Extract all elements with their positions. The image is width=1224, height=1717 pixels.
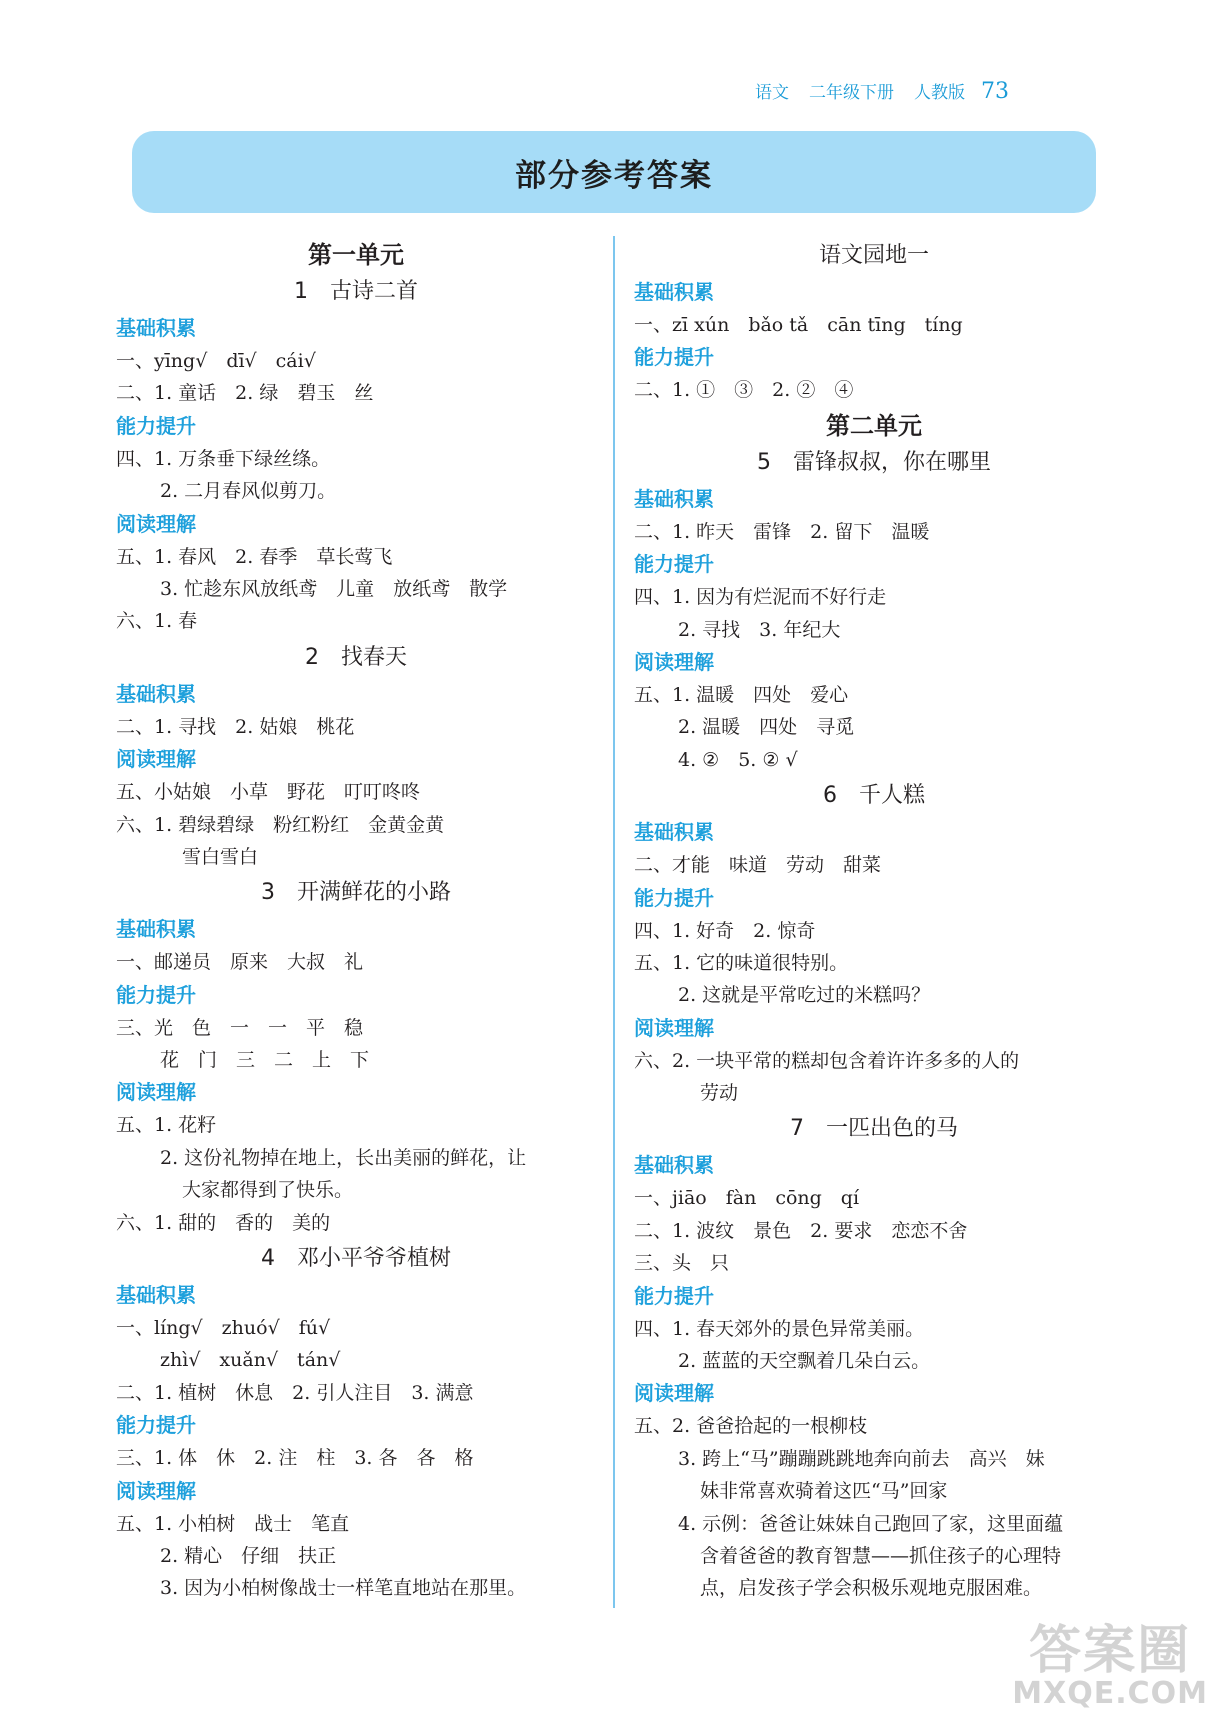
right-column — [634, 236, 1114, 1605]
answer-line: 花 门 三 二 上 下 — [160, 1049, 370, 1072]
header-grade: 二年级下册 — [809, 83, 894, 103]
section-label: 阅读理解 — [116, 511, 196, 536]
watermark-text-cn: 答案圈 — [1029, 1621, 1192, 1681]
answer-line: 六、1. 春 — [116, 610, 198, 633]
answer-line: 六、2. 一块平常的糕却包含着许许多多的人的 — [634, 1049, 1020, 1072]
lesson-heading: 1 古诗二首 — [294, 279, 418, 304]
section-label: 能力提升 — [634, 1283, 714, 1308]
section-label: 基础积累 — [116, 917, 196, 942]
answer-line: 4. 示例：爸爸让妹妹自己跑回了家，这里面蕴 — [678, 1512, 1064, 1535]
section-label: 能力提升 — [634, 552, 714, 577]
watermark — [1012, 1621, 1208, 1711]
answer-line: 三、光 色 一 一 平 稳 — [116, 1016, 364, 1039]
answer-line: 二、1. 寻找 2. 姑娘 桃花 — [116, 715, 355, 738]
header-subject: 语文 — [755, 83, 789, 103]
answer-line: 含着爸爸的教育智慧——抓住孩子的心理特 — [700, 1544, 1062, 1567]
page-title: 部分参考答案 — [515, 157, 713, 194]
section-label: 基础积累 — [116, 316, 196, 340]
watermark-text-en: MXQE.COM — [1012, 1676, 1208, 1711]
answer-line: zhì√ xuǎn√ tán√ — [160, 1349, 341, 1372]
answer-line: 2. 温暖 四处 寻觅 — [678, 716, 855, 739]
answer-line: 3. 忙趁东风放纸鸢 儿童 放纸鸢 散学 — [160, 577, 508, 600]
answer-line: 五、1. 花籽 — [116, 1114, 217, 1137]
section-label: 能力提升 — [634, 885, 714, 910]
section-label: 基础积累 — [634, 280, 714, 304]
answer-line: 4. ② 5. ② √ — [678, 748, 798, 771]
section-label: 阅读理解 — [634, 1381, 714, 1406]
section-label: 阅读理解 — [116, 1478, 196, 1503]
section-label: 基础积累 — [634, 820, 714, 845]
answer-line: 一、邮递员 原来 大叔 礼 — [116, 951, 364, 974]
answer-line: 2. 蓝蓝的天空飘着几朵白云。 — [678, 1350, 931, 1373]
answer-line: 2. 二月春风似剪刀。 — [160, 480, 337, 503]
section-label: 阅读理解 — [634, 1015, 714, 1040]
section-label: 阅读理解 — [634, 649, 714, 674]
answer-line: 二、1. ① ③ 2. ② ④ — [634, 379, 854, 402]
answer-line: 三、1. 体 休 2. 注 柱 3. 各 各 格 — [116, 1447, 474, 1470]
header-edition: 人教版 — [914, 83, 965, 103]
answer-line: 2. 寻找 3. 年纪大 — [678, 618, 841, 641]
answer-line: 大家都得到了快乐。 — [182, 1179, 354, 1202]
answer-line: 2. 这就是平常吃过的米糕吗？ — [678, 984, 931, 1007]
answer-line: 劳动 — [700, 1082, 739, 1105]
lesson-heading: 3 开满鲜花的小路 — [261, 880, 451, 906]
answer-line: 2. 这份礼物掉在地上，长出美丽的鲜花，让 — [160, 1146, 527, 1169]
answer-line: 一、jiāo fàn cōng qí — [634, 1187, 860, 1210]
answer-line: 二、1. 童话 2. 绿 碧玉 丝 — [116, 382, 374, 405]
answer-line: 四、1. 万条垂下绿丝绦。 — [116, 447, 331, 470]
answer-line: 五、2. 爸爸拾起的一根柳枝 — [634, 1415, 868, 1438]
answer-line: 五、1. 春风 2. 春季 草长莺飞 — [116, 545, 393, 568]
answer-line: 2. 精心 仔细 扶正 — [160, 1544, 337, 1567]
answer-line: 五、1. 它的味道很特别。 — [634, 951, 849, 974]
lesson-heading: 2 找春天 — [305, 644, 407, 670]
lesson-heading: 语文园地一 — [818, 243, 929, 268]
answer-line: 四、1. 好奇 2. 惊奇 — [634, 919, 816, 942]
answer-line: 三、头 只 — [634, 1252, 730, 1275]
answer-line: 五、小姑娘 小草 野花 叮叮咚咚 — [116, 781, 421, 804]
lesson-heading: 5 雷锋叔叔，你在哪里 — [757, 449, 991, 475]
section-label: 阅读理解 — [116, 747, 196, 772]
answer-line: 一、líng√ zhuó√ fú√ — [116, 1317, 331, 1340]
lesson-heading: 6 千人糕 — [823, 783, 925, 809]
section-label: 基础积累 — [634, 486, 714, 511]
unit-heading: 第二单元 — [826, 411, 922, 440]
section-label: 基础积累 — [634, 1153, 714, 1178]
section-label: 阅读理解 — [116, 1080, 196, 1105]
answer-line: 二、才能 味道 劳动 甜菜 — [634, 854, 882, 877]
answer-line: 3. 跨上“马”蹦蹦跳跳地奔向前去 高兴 妹 — [678, 1447, 1045, 1470]
section-label: 能力提升 — [116, 982, 196, 1007]
page-number: 73 — [981, 79, 1009, 104]
section-label: 基础积累 — [116, 1283, 196, 1308]
answer-line: 一、zī xún bǎo tǎ cān tīng tíng — [634, 314, 963, 336]
page-header — [755, 78, 1009, 104]
answer-line: 二、1. 波纹 景色 2. 要求 恋恋不舍 — [634, 1219, 968, 1242]
answer-line: 二、1. 植树 休息 2. 引人注目 3. 满意 — [116, 1381, 474, 1404]
answer-line: 四、1. 春天郊外的景色异常美丽。 — [634, 1317, 925, 1340]
answer-line: 一、yīng√ dī√ cái√ — [116, 350, 316, 372]
lesson-heading: 4 邓小平爷爷植树 — [261, 1246, 451, 1272]
answer-line: 五、1. 小柏树 战士 笔直 — [116, 1512, 350, 1535]
answer-line: 妹非常喜欢骑着这匹“马”回家 — [700, 1480, 948, 1503]
unit-heading: 第一单元 — [308, 241, 404, 269]
answer-line: 四、1. 因为有烂泥而不好行走 — [634, 586, 887, 609]
answer-line: 二、1. 昨天 雷锋 2. 留下 温暖 — [634, 520, 930, 543]
lesson-heading: 7 一匹出色的马 — [790, 1116, 958, 1142]
answer-banner — [132, 131, 1096, 213]
section-label: 能力提升 — [116, 413, 196, 438]
answer-line: 点，启发孩子学会积极乐观地克服困难。 — [700, 1577, 1043, 1600]
section-label: 能力提升 — [116, 1413, 196, 1438]
answer-line: 3. 因为小柏树像战士一样笔直地站在那里。 — [160, 1577, 527, 1600]
answer-line: 六、1. 甜的 香的 美的 — [116, 1211, 331, 1234]
section-label: 基础积累 — [116, 681, 196, 706]
left-column — [116, 236, 596, 1605]
answer-line: 六、1. 碧绿碧绿 粉红粉红 金黄金黄 — [116, 813, 445, 836]
section-label: 能力提升 — [634, 345, 714, 370]
answer-line: 雪白雪白 — [182, 845, 259, 868]
answer-line: 五、1. 温暖 四处 爱心 — [634, 683, 849, 706]
column-divider — [613, 236, 615, 1608]
